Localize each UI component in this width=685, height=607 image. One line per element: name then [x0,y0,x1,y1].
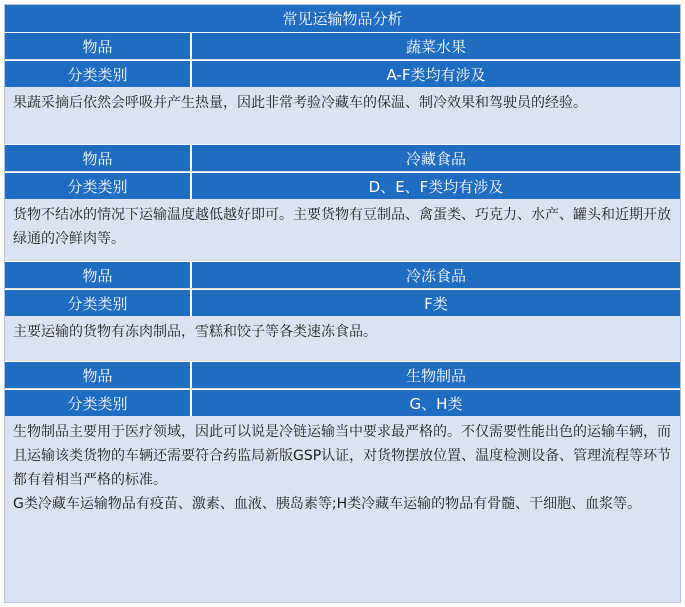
item-row-frozen-food [5,261,680,289]
description-frozen-food [5,317,680,361]
item-label: 物品 [5,261,192,288]
item-value: 生物制品 [192,361,680,388]
description-biological-products [5,417,680,602]
category-label: 分类类别 [5,389,192,416]
description-text: G类冷藏车运输物品有疫苗、激素、血液、胰岛素等;H类冷藏车运输的物品有骨髓、干细胞、血浆等。 [13,496,642,512]
cold-chain-table [4,4,681,603]
item-row-chilled-food [5,144,680,172]
item-value: 冷冻食品 [192,261,680,288]
item-value: 蔬菜水果 [192,32,680,59]
category-label: 分类类别 [5,60,192,87]
category-value: F类 [192,289,680,316]
category-row-biological-products [5,389,680,417]
table-title: 常见运输物品分析 [5,5,680,32]
description-text: 主要运输的货物有冻肉制品，雪糕和饺子等各类速冻食品。 [13,324,377,340]
description-fruits-vegetables [5,88,680,144]
description-text: 生物制品主要用于医疗领域，因此可以说是冷链运输当中要求最严格的。不仅需要性能出色的运输车辆，而且运输该类货物的车辆还需要符合药监局新版GSP认证，对货物摆放位置、温度检测设备、管理流程等环节都有着相当严格的标准。 [13,424,672,488]
category-label: 分类类别 [5,172,192,199]
description-text: 果蔬采摘后依然会呼吸并产生热量，因此非常考验冷藏车的保温、制冷效果和驾驶员的经验。 [13,95,587,111]
item-row-fruits-vegetables [5,32,680,60]
category-value: D、E、F类均有涉及 [192,172,680,199]
item-value: 冷藏食品 [192,144,680,171]
item-label: 物品 [5,361,192,388]
category-row-chilled-food [5,172,680,200]
description-chilled-food [5,200,680,261]
item-label: 物品 [5,32,192,59]
category-row-frozen-food [5,289,680,317]
item-row-biological-products [5,361,680,389]
category-label: 分类类别 [5,289,192,316]
category-row-fruits-vegetables [5,60,680,88]
category-value: A-F类均有涉及 [192,60,680,87]
description-text: 货物不结冰的情况下运输温度越低越好即可。主要货物有豆制品、禽蛋类、巧克力、水产、罐头和近期开放绿通的冷鲜肉等。 [13,207,671,247]
item-label: 物品 [5,144,192,171]
category-value: G、H类 [192,389,680,416]
